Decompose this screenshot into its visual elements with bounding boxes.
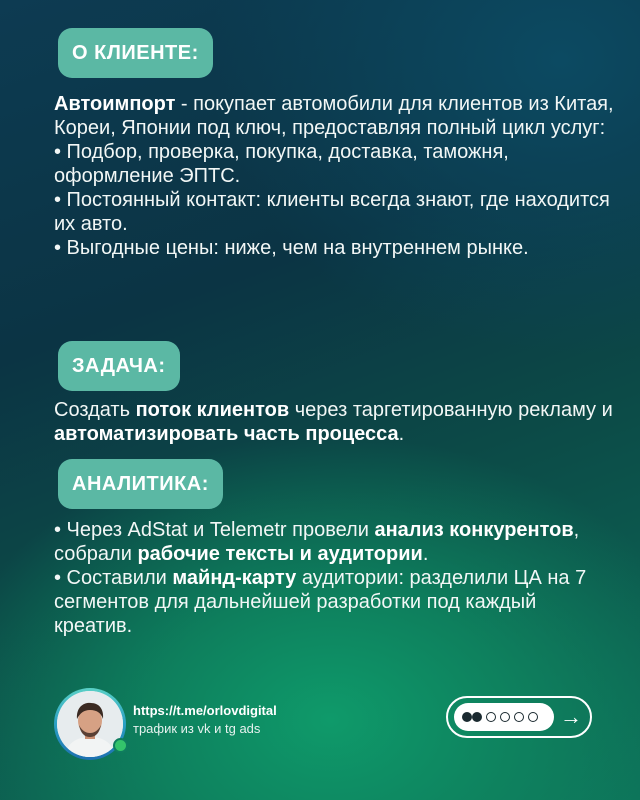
task-text: Создать поток клиентов через таргетированную рекламу и автоматизировать часть процесса. (54, 399, 613, 445)
analytics-point-1: • Через AdStat и Telemetr провели анализ конкурентов, собрали рабочие тексты и аудитории. (54, 519, 580, 565)
carousel-pager[interactable] (446, 696, 592, 738)
analytics-text (54, 518, 614, 638)
client-heading: О КЛИЕНТЕ: (72, 42, 199, 64)
client-text (54, 92, 614, 260)
author-subtitle: трафик из vk и tg ads (133, 721, 261, 736)
arrow-right-icon[interactable]: → (560, 704, 582, 729)
pager-dot-5 (514, 712, 524, 722)
pager-dot-3 (486, 712, 496, 722)
client-heading-badge (58, 28, 213, 78)
analytics-heading-badge (58, 459, 223, 509)
client-bullet-3: • Выгодные цены: ниже, чем на внутреннем рынке. (54, 237, 529, 259)
task-heading-badge (58, 341, 180, 391)
telegram-link[interactable]: https://t.me/orlovdigital (133, 703, 277, 718)
pager-dot-6 (528, 712, 538, 722)
client-name: Автоимпорт (54, 93, 176, 115)
online-status-dot (113, 738, 128, 753)
pager-dots (454, 703, 554, 731)
task-heading: ЗАДАЧА: (72, 355, 166, 377)
client-bullet-2: • Постоянный контакт: клиенты всегда знают, где находится их авто. (54, 189, 610, 235)
pager-dot-4 (500, 712, 510, 722)
pager-dot-1 (462, 712, 472, 722)
client-bullet-1: • Подбор, проверка, покупка, доставка, таможня, оформление ЭПТС. (54, 141, 509, 187)
client-intro: Автоимпорт - покупает автомобили для клиентов из Китая, Кореи, Японии под ключ, предоставляя полный цикл услуг: (54, 93, 614, 139)
analytics-heading: АНАЛИТИКА: (72, 473, 209, 495)
analytics-point-2: • Составили майнд-карту аудитории: разделили ЦА на 7 сегментов для дальнейшей разработки под каждый креатив. (54, 567, 587, 637)
pager-dot-2 (472, 712, 482, 722)
